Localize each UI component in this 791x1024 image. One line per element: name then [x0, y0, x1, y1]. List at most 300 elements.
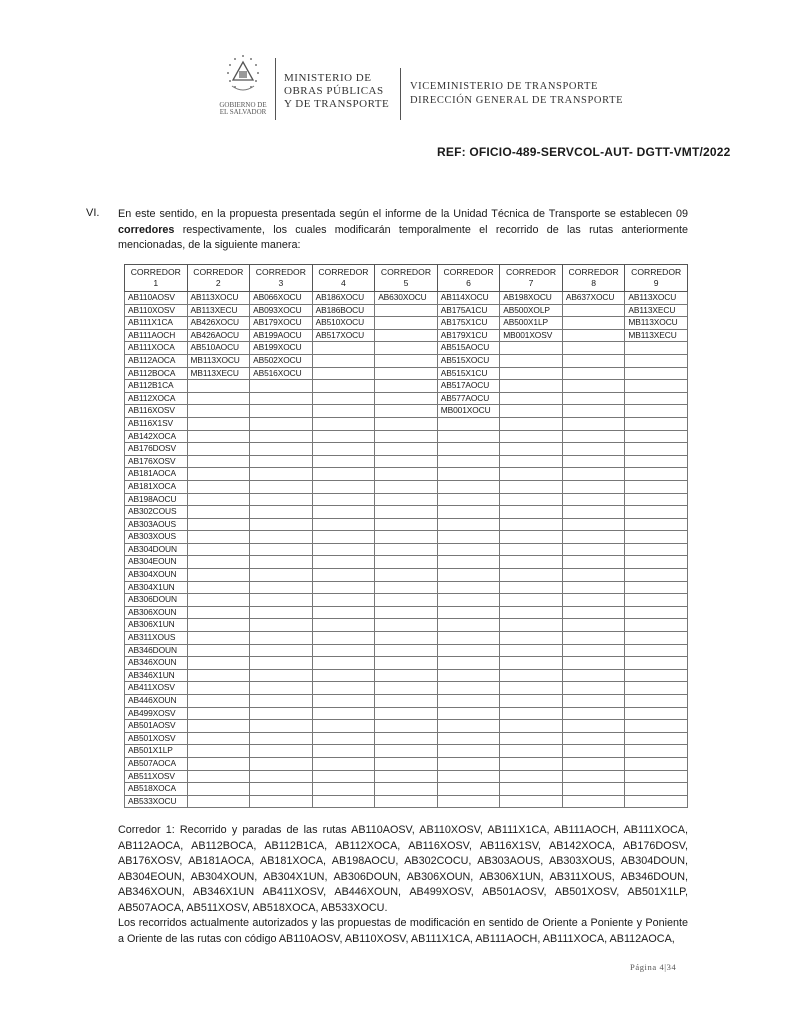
table-cell	[312, 367, 375, 380]
table-cell: AB179XOCU	[250, 317, 313, 330]
intro-text-end: respectivamente, los cuales modificarán temporalmente el recorrido de las rutas anteriormente mencionadas, de la siguiente manera:	[118, 223, 688, 251]
table-cell	[562, 405, 625, 418]
table-cell: MB001XOSV	[500, 329, 563, 342]
table-cell	[250, 455, 313, 468]
table-cell	[437, 695, 500, 708]
table-cell	[500, 720, 563, 733]
table-cell	[437, 632, 500, 645]
column-header-number: 4	[341, 278, 346, 288]
column-header-number: 3	[278, 278, 284, 288]
table-cell	[562, 644, 625, 657]
column-header-number: 9	[653, 278, 659, 288]
table-cell	[625, 569, 688, 582]
table-cell	[375, 317, 438, 330]
table-cell: AB142XOCA	[125, 430, 188, 443]
table-cell	[375, 632, 438, 645]
table-row	[125, 556, 688, 569]
table-cell: AB111AOCH	[125, 329, 188, 342]
table-cell	[562, 342, 625, 355]
table-cell	[187, 757, 250, 770]
table-cell	[562, 757, 625, 770]
table-cell	[500, 354, 563, 367]
table-cell	[625, 354, 688, 367]
table-cell	[625, 606, 688, 619]
table-cell: AB426AOCU	[187, 329, 250, 342]
table-cell: MB113XOCU	[625, 317, 688, 330]
header-divider	[400, 68, 401, 120]
table-cell	[437, 480, 500, 493]
table-cell	[500, 556, 563, 569]
table-cell: AB577AOCU	[437, 392, 500, 405]
table-row	[125, 707, 688, 720]
table-cell: AB501XOSV	[125, 732, 188, 745]
table-cell: AB113XOCU	[625, 292, 688, 305]
table-cell	[562, 531, 625, 544]
table-cell	[562, 493, 625, 506]
table-cell	[187, 745, 250, 758]
table-cell	[312, 606, 375, 619]
table-cell	[375, 354, 438, 367]
table-cell	[437, 417, 500, 430]
vice-ministry	[410, 80, 623, 108]
intro-bold-word: corredores	[118, 223, 175, 236]
table-cell	[562, 392, 625, 405]
table-row	[125, 367, 688, 380]
table-cell	[187, 468, 250, 481]
table-cell	[312, 619, 375, 632]
table-row	[125, 342, 688, 355]
table-cell: AB113XOCU	[187, 292, 250, 305]
table-cell	[375, 619, 438, 632]
table-cell	[375, 569, 438, 582]
table-cell	[250, 556, 313, 569]
table-cell	[500, 417, 563, 430]
table-cell	[187, 556, 250, 569]
table-cell	[562, 329, 625, 342]
table-cell	[187, 392, 250, 405]
column-header-8	[562, 265, 625, 292]
column-header-9	[625, 265, 688, 292]
table-cell	[187, 594, 250, 607]
column-header-3	[250, 265, 313, 292]
table-cell	[187, 493, 250, 506]
table-cell	[625, 493, 688, 506]
table-cell	[187, 405, 250, 418]
table-row	[125, 480, 688, 493]
table-cell	[437, 732, 500, 745]
table-row	[125, 745, 688, 758]
table-cell	[312, 669, 375, 682]
table-cell	[500, 644, 563, 657]
table-cell	[375, 594, 438, 607]
table-cell	[500, 430, 563, 443]
table-cell	[312, 581, 375, 594]
table-cell	[375, 405, 438, 418]
table-cell	[312, 531, 375, 544]
table-cell	[312, 795, 375, 808]
table-row	[125, 518, 688, 531]
table-cell	[187, 783, 250, 796]
letterhead	[214, 52, 634, 124]
table-cell	[625, 430, 688, 443]
table-cell	[312, 757, 375, 770]
table-cell: AB306XOUN	[125, 606, 188, 619]
table-cell	[437, 619, 500, 632]
table-cell	[625, 745, 688, 758]
table-cell: AB111X1CA	[125, 317, 188, 330]
table-cell	[250, 506, 313, 519]
table-cell	[562, 543, 625, 556]
table-cell	[375, 720, 438, 733]
table-row	[125, 292, 688, 305]
column-header-title: CORREDOR	[631, 267, 682, 277]
table-cell	[312, 543, 375, 556]
table-cell: AB306X1UN	[125, 619, 188, 632]
table-cell	[562, 632, 625, 645]
table-cell	[187, 795, 250, 808]
table-cell: AB515X1CU	[437, 367, 500, 380]
table-cell	[312, 632, 375, 645]
table-cell	[312, 455, 375, 468]
table-cell	[625, 707, 688, 720]
table-cell	[312, 644, 375, 657]
table-cell	[437, 707, 500, 720]
table-cell: AB186XOCU	[312, 292, 375, 305]
table-cell	[562, 317, 625, 330]
table-cell: AB510XOCU	[312, 317, 375, 330]
table-cell	[187, 506, 250, 519]
table-cell: AB533XOCU	[125, 795, 188, 808]
table-cell	[375, 380, 438, 393]
table-cell: AB500XOLP	[500, 304, 563, 317]
table-cell	[375, 493, 438, 506]
table-cell	[375, 455, 438, 468]
table-cell	[187, 707, 250, 720]
table-cell: AB176XOSV	[125, 455, 188, 468]
table-cell	[625, 632, 688, 645]
table-cell	[500, 480, 563, 493]
table-row	[125, 380, 688, 393]
table-cell	[500, 682, 563, 695]
table-cell: AB304EOUN	[125, 556, 188, 569]
table-cell	[187, 720, 250, 733]
table-row	[125, 468, 688, 481]
table-cell	[187, 770, 250, 783]
table-cell	[250, 417, 313, 430]
table-cell	[375, 581, 438, 594]
table-cell	[437, 783, 500, 796]
table-cell: AB181XOCA	[125, 480, 188, 493]
table-cell	[625, 581, 688, 594]
table-cell	[312, 342, 375, 355]
table-cell	[187, 543, 250, 556]
table-cell	[437, 468, 500, 481]
table-cell: AB112BOCA	[125, 367, 188, 380]
table-cell	[312, 354, 375, 367]
table-cell	[187, 732, 250, 745]
table-cell	[625, 443, 688, 456]
table-cell	[250, 581, 313, 594]
government-emblem	[214, 52, 272, 122]
table-cell	[562, 606, 625, 619]
table-cell: AB093XOCU	[250, 304, 313, 317]
table-cell	[625, 594, 688, 607]
table-cell	[375, 732, 438, 745]
table-row	[125, 531, 688, 544]
table-row	[125, 732, 688, 745]
table-cell	[375, 480, 438, 493]
table-cell	[562, 506, 625, 519]
table-cell	[375, 795, 438, 808]
table-cell	[187, 518, 250, 531]
table-cell	[437, 556, 500, 569]
table-cell	[437, 682, 500, 695]
table-cell	[375, 342, 438, 355]
table-cell	[625, 468, 688, 481]
table-cell	[500, 581, 563, 594]
table-cell	[250, 682, 313, 695]
table-row	[125, 770, 688, 783]
table-cell: AB175X1CU	[437, 317, 500, 330]
table-cell	[562, 367, 625, 380]
table-cell	[437, 669, 500, 682]
table-cell	[375, 329, 438, 342]
table-cell	[562, 657, 625, 670]
column-header-title: CORREDOR	[130, 267, 181, 277]
table-cell	[562, 304, 625, 317]
table-cell	[500, 745, 563, 758]
table-cell	[500, 543, 563, 556]
table-cell	[187, 695, 250, 708]
table-cell	[437, 594, 500, 607]
corredor-1-text: Recorrido y paradas de las rutas AB110AOSV, AB110XOSV, AB111X1CA, AB111AOCH, AB111XOCA, AB112AOCA, AB112BOCA, AB112B1CA, AB112XOCA, AB116XOSV, AB116X1SV, AB142XOCA, AB176DOSV, AB176XOSV, AB181AOCA, AB181XOCA, AB198AOCU, AB302COCU, AB303AOUS, AB303XOUS, AB304DOUN, AB304EOUN, AB304XOUN, AB304X1UN, AB306DOUN, AB306XOUN, AB306X1UN, AB311XOUS, AB346DOUN, AB346XOUN, AB346X1UN AB411XOSV, AB446XOUN, AB499XOSV, AB501AOSV, AB501XOSV, AB501X1LP, AB507AOCA, AB511XOSV, AB518XOCA, AB533XOCU.	[118, 824, 688, 914]
table-cell	[437, 720, 500, 733]
table-row	[125, 354, 688, 367]
table-cell	[437, 745, 500, 758]
table-cell	[625, 455, 688, 468]
table-cell	[625, 556, 688, 569]
table-body	[125, 292, 688, 808]
table-cell	[562, 569, 625, 582]
table-cell	[250, 392, 313, 405]
table-cell	[562, 682, 625, 695]
routes-paragraph: Los recorridos actualmente autorizados y las propuestas de modificación en sentido de Oriente a Poniente y Poniente a Oriente de las rutas con código AB110AOSV, AB110XOSV, AB111X1CA, AB111AOCH, AB111XOCA, AB112AOCA,	[118, 917, 688, 945]
table-cell: AB186BOCU	[312, 304, 375, 317]
table-cell	[250, 380, 313, 393]
table-cell	[312, 518, 375, 531]
table-cell	[500, 695, 563, 708]
table-cell	[500, 657, 563, 670]
table-cell	[187, 480, 250, 493]
table-cell	[500, 569, 563, 582]
corridor-table	[124, 264, 688, 808]
table-cell	[562, 783, 625, 796]
table-cell	[250, 632, 313, 645]
table-cell	[250, 783, 313, 796]
table-row	[125, 644, 688, 657]
table-cell	[250, 732, 313, 745]
government-label: GOBIERNO DE EL SALVADOR	[219, 101, 267, 116]
table-cell	[625, 342, 688, 355]
table-cell	[375, 695, 438, 708]
table-row	[125, 720, 688, 733]
table-cell	[375, 745, 438, 758]
table-cell	[375, 392, 438, 405]
table-cell	[562, 745, 625, 758]
table-cell: AB516XOCU	[250, 367, 313, 380]
table-cell	[187, 455, 250, 468]
table-cell: AB515XOCU	[437, 354, 500, 367]
table-row	[125, 443, 688, 456]
table-cell	[375, 531, 438, 544]
table-cell: AB502XOCU	[250, 354, 313, 367]
table-cell	[437, 581, 500, 594]
table-cell	[625, 770, 688, 783]
section-intro	[118, 207, 688, 254]
table-cell	[625, 405, 688, 418]
table-cell	[250, 606, 313, 619]
table-cell: AB500X1LP	[500, 317, 563, 330]
table-cell: AB113XECU	[187, 304, 250, 317]
table-cell	[375, 770, 438, 783]
column-header-5	[375, 265, 438, 292]
table-cell	[500, 632, 563, 645]
table-cell: AB499XOSV	[125, 707, 188, 720]
table-cell	[250, 569, 313, 582]
table-cell	[625, 417, 688, 430]
table-row	[125, 783, 688, 796]
table-cell: AB179X1CU	[437, 329, 500, 342]
table-cell: AB116X1SV	[125, 417, 188, 430]
table-cell: AB517XOCU	[312, 329, 375, 342]
table-cell: AB507AOCA	[125, 757, 188, 770]
table-row	[125, 657, 688, 670]
table-cell: AB198AOCU	[125, 493, 188, 506]
table-cell	[250, 707, 313, 720]
table-cell	[625, 757, 688, 770]
column-header-number: 8	[591, 278, 596, 288]
coat-of-arms-icon	[222, 52, 264, 100]
table-cell	[625, 480, 688, 493]
table-cell	[375, 606, 438, 619]
table-row	[125, 757, 688, 770]
table-cell	[375, 443, 438, 456]
table-row	[125, 543, 688, 556]
intro-text-start: En este sentido, en la propuesta presentada según el informe de la Unidad Técnica de Transporte se establecen 09	[118, 208, 688, 220]
table-cell	[375, 783, 438, 796]
table-cell	[437, 606, 500, 619]
table-row	[125, 606, 688, 619]
table-cell	[375, 430, 438, 443]
table-cell	[312, 556, 375, 569]
table-cell: AB181AOCA	[125, 468, 188, 481]
table-cell: AB176DOSV	[125, 443, 188, 456]
table-header-row	[125, 265, 688, 292]
table-cell: MB113XOCU	[187, 354, 250, 367]
table-cell: AB517AOCU	[437, 380, 500, 393]
table-cell	[500, 443, 563, 456]
table-cell	[187, 606, 250, 619]
table-cell: AB346XOUN	[125, 657, 188, 670]
table-cell	[375, 518, 438, 531]
table-cell: AB302COUS	[125, 506, 188, 519]
table-cell	[625, 732, 688, 745]
table-cell	[562, 581, 625, 594]
table-cell	[312, 745, 375, 758]
table-cell	[500, 380, 563, 393]
table-cell: AB114XOCU	[437, 292, 500, 305]
table-cell	[312, 682, 375, 695]
table-cell: AB116XOSV	[125, 405, 188, 418]
table-cell	[562, 443, 625, 456]
ministry-name: MINISTERIO DE OBRAS PÚBLICAS Y DE TRANSPORTE	[284, 72, 390, 110]
table-cell	[375, 669, 438, 682]
table-cell	[500, 770, 563, 783]
table-row	[125, 506, 688, 519]
table-row	[125, 392, 688, 405]
table-cell	[500, 392, 563, 405]
table-cell	[250, 757, 313, 770]
table-cell	[437, 569, 500, 582]
table-cell	[187, 380, 250, 393]
table-cell	[250, 594, 313, 607]
table-cell	[250, 644, 313, 657]
table-cell	[500, 783, 563, 796]
table-cell	[187, 644, 250, 657]
table-row	[125, 594, 688, 607]
column-header-number: 1	[153, 278, 159, 288]
table-row	[125, 695, 688, 708]
vice-ministry-line1: VICEMINISTERIO DE TRANSPORTE	[410, 81, 599, 92]
table-cell	[625, 367, 688, 380]
table-cell	[625, 644, 688, 657]
column-header-title: CORREDOR	[318, 267, 369, 277]
table-cell	[250, 531, 313, 544]
table-cell	[562, 707, 625, 720]
table-cell: AB304DOUN	[125, 543, 188, 556]
table-cell	[437, 543, 500, 556]
column-header-title: CORREDOR	[443, 267, 494, 277]
table-row	[125, 632, 688, 645]
table-cell: AB630XOCU	[375, 292, 438, 305]
table-cell	[500, 732, 563, 745]
table-cell	[437, 518, 500, 531]
section-numeral: VI.	[86, 207, 100, 219]
table-cell: AB198XOCU	[500, 292, 563, 305]
table-cell: AB113XECU	[625, 304, 688, 317]
header-divider	[275, 58, 276, 120]
table-cell	[375, 682, 438, 695]
table-cell	[625, 695, 688, 708]
table-cell	[437, 531, 500, 544]
table-cell	[437, 644, 500, 657]
table-row	[125, 304, 688, 317]
table-cell	[312, 720, 375, 733]
column-header-6	[437, 265, 500, 292]
column-header-title: CORREDOR	[255, 267, 306, 277]
vice-ministry-line2: DIRECCIÓN GENERAL DE TRANSPORTE	[410, 95, 624, 106]
table-cell: MB001XOCU	[437, 405, 500, 418]
table-cell	[375, 657, 438, 670]
table-cell	[312, 392, 375, 405]
column-header-number: 5	[403, 278, 409, 288]
column-header-number: 6	[466, 278, 471, 288]
table-cell	[375, 506, 438, 519]
table-cell: AB110XOSV	[125, 304, 188, 317]
table-cell	[250, 745, 313, 758]
table-cell	[250, 518, 313, 531]
table-cell: AB411XOSV	[125, 682, 188, 695]
